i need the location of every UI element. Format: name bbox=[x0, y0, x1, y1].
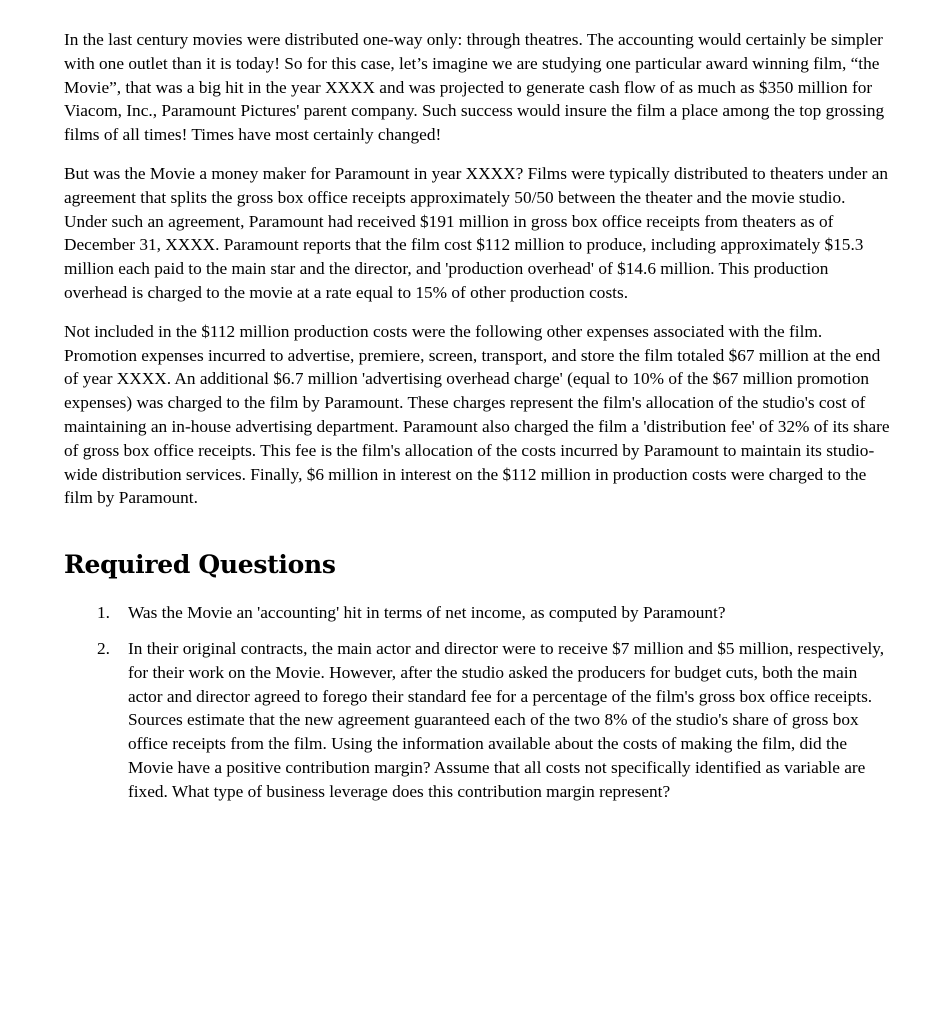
question-number: 2. bbox=[97, 638, 110, 658]
question-text: Was the Movie an 'accounting' hit in terms of net income, as computed by Paramount? bbox=[128, 603, 726, 623]
document-page bbox=[64, 28, 890, 804]
required-questions-heading: Required Questions bbox=[64, 550, 336, 580]
question-number: 1. bbox=[97, 603, 110, 623]
money-maker-paragraph: But was the Movie a money maker for Paramount in year XXXX? Films were typically distributed to theaters under an agreement that splits the gross box office receipts approximately 50/50 between the theater and the movie studio. Under such an agreement, Paramount had received $191 million in gross box office receipts from theaters as of December 31, XXXX. Paramount reports that the film cost $112 million to produce, including approximately $15.3 million each paid to the main star and the director, and 'production overhead' of $14.6 million. This production overhead is charged to the movie at a rate equal to 15% of other production costs. bbox=[64, 163, 889, 302]
intro-paragraph: In the last century movies were distributed one-way only: through theatres. The accounting would certainly be simpler with one outlet than it is today! So for this case, let’s imagine we are studying one particular award winning film, “the Movie”, that was a big hit in the year XXXX and was projected to generate cash flow of as much as $350 million for Viacom, Inc., Paramount Pictures' parent company. Such success would insure the film a place among the top grossing films of all times! Times have most certainly changed! bbox=[64, 30, 885, 145]
question-item-1 bbox=[64, 601, 890, 625]
question-item-2 bbox=[64, 637, 890, 804]
question-text: In their original contracts, the main actor and director were to receive $7 million and $5 million, respectively, for their work on the Movie. However, after the studio asked the producers for budget cuts, both the main actor and director agreed to forego their standard fee for a percentage of the film's gross box office receipts. Sources estimate that the new agreement guaranteed each of the two 8% of the studio's share of gross box office receipts from the film. Using the information available about the costs of making the film, did the Movie have a positive contribution margin? Assume that all costs not specifically identified as variable are fixed. What type of business leverage does this contribution margin represent? bbox=[128, 638, 885, 801]
questions-list bbox=[64, 601, 890, 803]
other-expenses-paragraph: Not included in the $112 million production costs were the following other expenses associated with the film. Promotion expenses incurred to advertise, premiere, screen, transport, and store the film totaled $67 million at the end of year XXXX. An additional $6.7 million 'advertising overhead charge' (equal to 10% of the $67 million promotion expenses) was charged to the film by Paramount. These charges represent the film's allocation of the studio's cost of maintaining an in-house advertising department. Paramount also charged the film a 'distribution fee' of 32% of its share of gross box office receipts. This fee is the film's allocation of the costs incurred by Paramount to maintain its studio-wide distribution services. Finally, $6 million in interest on the $112 million in production costs were charged to the film by Paramount. bbox=[64, 321, 890, 508]
